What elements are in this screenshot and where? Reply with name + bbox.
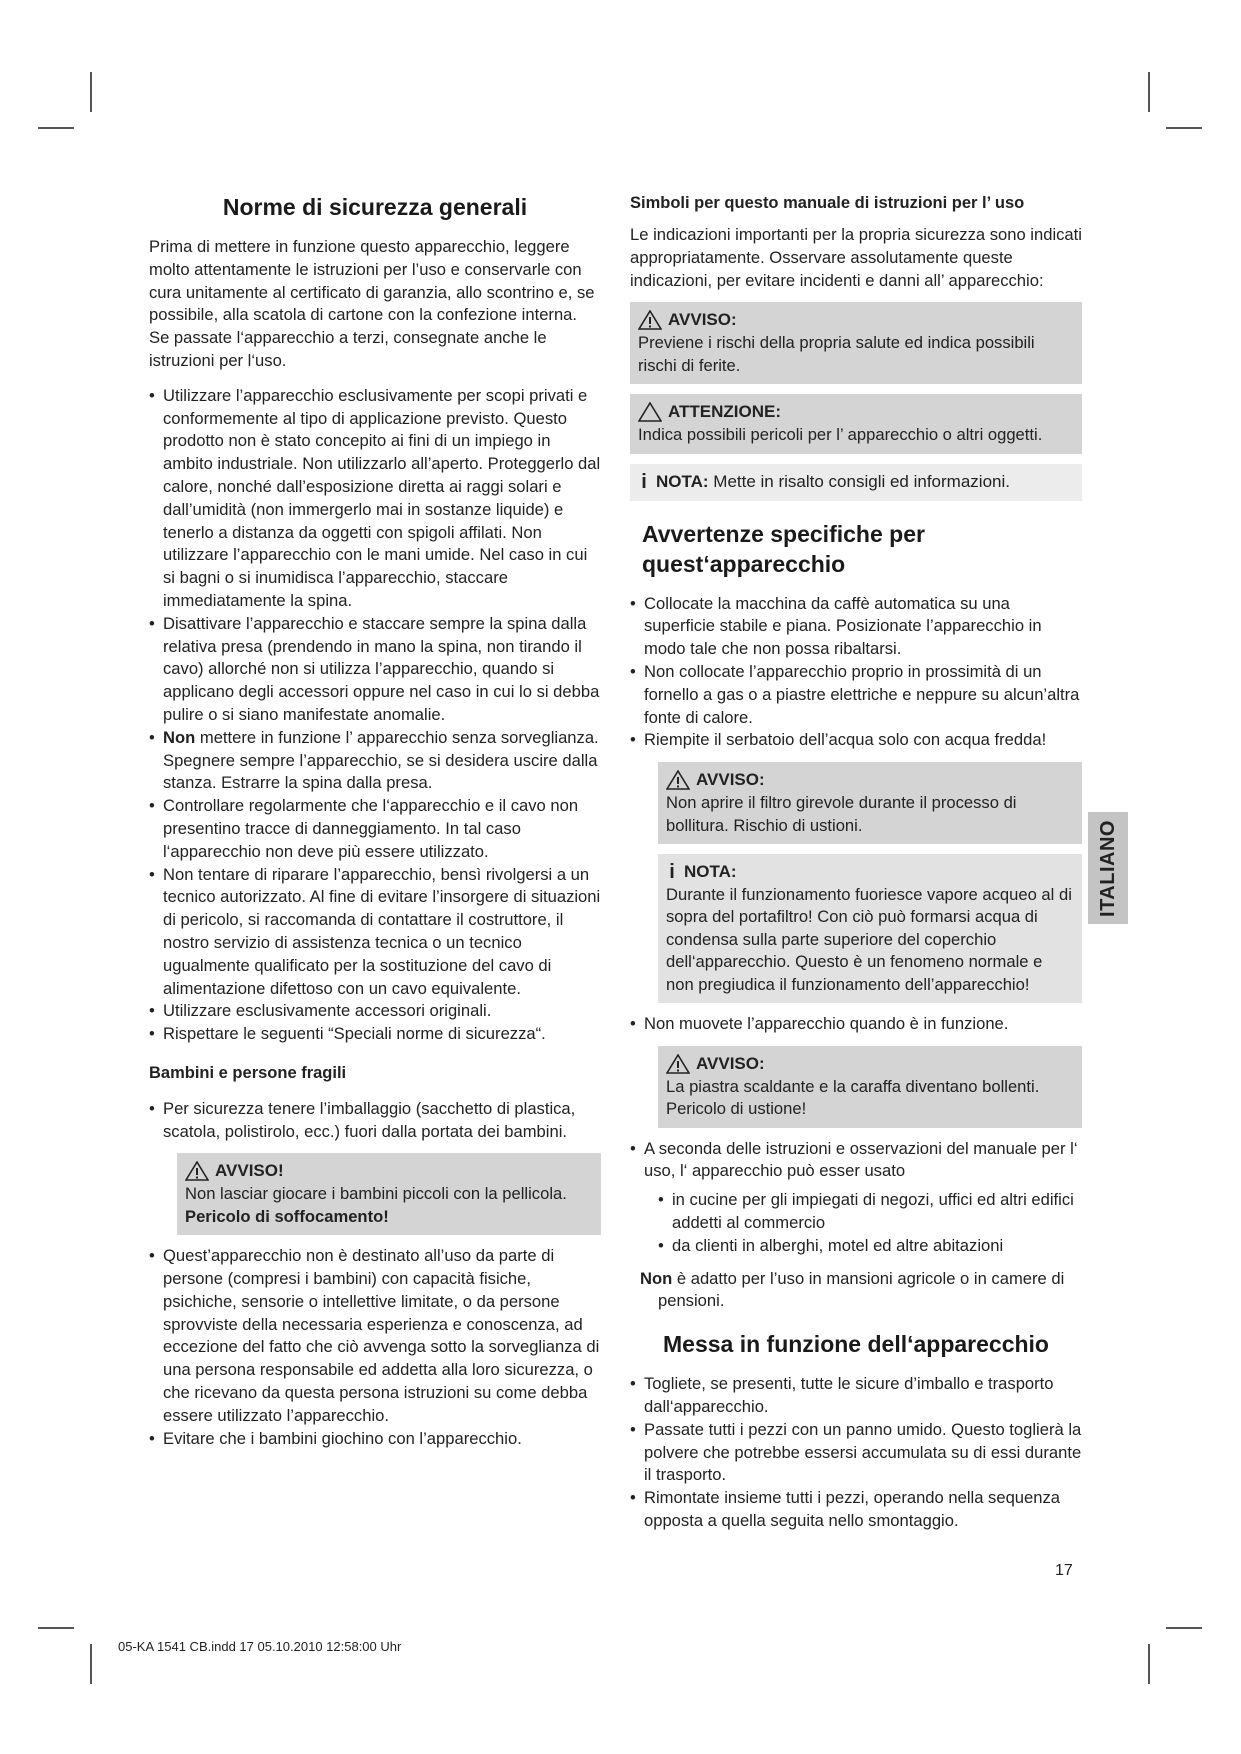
crop-mark <box>38 127 74 129</box>
crop-mark <box>90 1644 92 1684</box>
symbols-intro: Le indicazioni importanti per la propria sicurezza sono indicati appropriatamente. Osservare assolutamente queste indicazioni, per evitare incidenti e danni all’ apparecchio: <box>630 225 1082 290</box>
intro-paragraph: Prima di mettere in funzione questo apparecchio, leggere molto attentamente le istruzioni per l’uso e conservarle con cura unitamente al certificato di garanzia, allo scontrino e, se possibile, alla scatola di cartone con la confezione interna. Se passate l‘apparecchio a terzi, consegnate anche le istruzioni per l‘uso. <box>149 237 595 370</box>
section-title-startup: Messa in funzione dell‘apparecchio <box>663 1331 1049 1358</box>
warning-title: AVVISO! <box>215 1161 284 1181</box>
list-item: • Non mettere in funzione l’ apparecchio senza sorveglianza. Spegnere sempre l’apparecchio, se si desidera uscire dalla stanza. Estrarre la spina dalla presa. <box>149 727 601 795</box>
list-item: • Rimontate insieme tutti i pezzi, operando nella sequenza opposta a quella seguita nello smontaggio. <box>630 1487 1082 1533</box>
left-column <box>149 192 601 1450</box>
info-icon: i <box>669 861 675 883</box>
section-title-general-safety: Norme di sicurezza generali <box>222 194 528 220</box>
list-item: • Non tentare di riparare l’apparecchio, bensì rivolgersi a un tecnico autorizzato. Al fine di evitare l’insorgere di situazioni di pericolo, si raccomanda di contattare il costruttore, il nostro servizio di assistenza tecnica o un tecnico ugualmente qualificato per la sostituzione del cavo di alimentazione difettoso con un cavo equivalente. <box>149 864 601 1001</box>
warning-text: La piastra scaldante e la caraffa diventano bollenti. Pericolo di ustione! <box>666 1076 1040 1119</box>
list-item: • Passate tutti i pezzi con un panno umido. Questo toglierà la polvere che potrebbe essersi accumulata su di essi durante il trasporto. <box>630 1419 1082 1487</box>
children-bullet-list-2 <box>149 1245 601 1450</box>
list-item: • Utilizzare esclusivamente accessori originali. <box>149 1000 601 1023</box>
section-title-specific-warnings: Avvertenze specifiche per quest‘apparecchio <box>642 520 925 577</box>
nota-title: NOTA: <box>656 471 709 491</box>
specific-bullet-list-3 <box>630 1138 1082 1184</box>
warning-box-hot-plate <box>658 1046 1082 1128</box>
warning-triangle-icon <box>666 770 690 790</box>
print-footer: 05-KA 1541 CB.indd 17 05.10.2010 12:58:00 Uhr <box>118 1639 402 1654</box>
list-item: • Non collocate l’apparecchio proprio in prossimità di un fornello a gas o a piastre elettriche e neppure su alcun’altra fonte di calore. <box>630 661 1082 729</box>
list-item: • Quest’apparecchio non è destinato all’uso da parte di persone (compresi i bambini) con capacità fisiche, psichiche, sensorie o intellettive limitate, o da persone sprovviste della necessaria esperienza e conoscenza, ad eccezione del fatto che ciò avvenga sotto la sorveglianza di una persona responsabile ed addetta alla loro sicurezza, o che ricevano da questa persona istruzioni su come debba essere utilizzato l’apparecchio. <box>149 1245 601 1427</box>
list-item: • da clienti in alberghi, motel ed altre abitazioni <box>658 1235 1082 1258</box>
avviso-title: AVVISO: <box>668 310 737 330</box>
language-tab-label: ITALIANO <box>1096 819 1119 917</box>
crop-mark <box>1148 72 1150 112</box>
list-item: • Evitare che i bambini giochino con l’apparecchio. <box>149 1428 601 1451</box>
warning-text: Non lasciar giocare i bambini piccoli con la pellicola. <box>185 1184 567 1204</box>
warning-triangle-icon <box>638 310 662 330</box>
not-suitable-paragraph: Non è adatto per l’uso in mansioni agricole o in camere di pensioni. <box>640 1268 1065 1311</box>
avviso-text: Previene i rischi della propria salute ed indica possibili rischi di ferite. <box>638 333 1035 375</box>
safety-bullet-list <box>149 385 601 1046</box>
list-item: • Disattivare l’apparecchio e staccare sempre la spina dalla relativa presa (prendendo in mano la spina, non tirando il cavo) allorché non si utilizza l’apparecchio, quando si applicano degli accessori oppure nel caso in cui lo si debba pulire o si siano manifestate anomalie. <box>149 613 601 727</box>
warning-title: AVVISO: <box>696 770 765 790</box>
warning-box-burn <box>658 762 1082 844</box>
note-box-steam <box>658 854 1082 1003</box>
usage-sub-list <box>658 1189 1082 1257</box>
nota-text: Mette in risalto consigli ed informazioni. <box>708 471 1010 491</box>
language-tab <box>1088 812 1128 924</box>
children-heading: Bambini e persone fragili <box>149 1063 347 1082</box>
avviso-box <box>630 302 1082 384</box>
attenzione-title: ATTENZIONE: <box>668 402 782 422</box>
right-column <box>630 192 1082 1533</box>
warning-bold-text: Pericolo di soffocamento! <box>185 1206 389 1226</box>
list-item: • Utilizzare l’apparecchio esclusivamente per scopi privati e conformemente al tipo di applicazione previsto. Questo prodotto non è stato concepito ai fini di un impiego in ambito industriale. Non utilizzarlo all’aperto. Proteggerlo dal calore, nonché dall’esposizione diretta ai raggi solari e dall’umidità (non immergerlo mai in sostanze liquide) e tenerlo a distanza da oggetti con spigoli affilati. Non utilizzare l’apparecchio con le mani umide. Nel caso in cui si bagni o si inumidisca l’apparecchio, staccare immediatamente la spina. <box>149 385 601 613</box>
list-item: • in cucine per gli impiegati di negozi, uffici ed altri edifici addetti al commercio <box>658 1189 1082 1235</box>
page-number: 17 <box>1055 1562 1073 1579</box>
caution-triangle-icon <box>638 402 662 422</box>
crop-mark <box>90 72 92 112</box>
list-item: • Non muovete l’apparecchio quando è in funzione. <box>630 1013 1082 1036</box>
children-bullet-list <box>149 1098 601 1144</box>
list-item: • Per sicurezza tenere l’imballaggio (sacchetto di plastica, scatola, polistirolo, ecc.) fuori dalla portata dei bambini. <box>149 1098 601 1144</box>
note-title: NOTA: <box>684 862 737 881</box>
specific-bullet-list-2 <box>630 1013 1082 1036</box>
list-item: • Riempite il serbatoio dell’acqua solo con acqua fredda! <box>630 729 1082 752</box>
info-icon: i <box>641 470 647 493</box>
warning-triangle-icon <box>185 1161 209 1181</box>
warning-triangle-icon <box>666 1054 690 1074</box>
warning-box-suffocation <box>177 1153 601 1235</box>
list-item: • A seconda delle istruzioni e osservazioni del manuale per l‘ uso, l‘ apparecchio può esser usato <box>630 1138 1082 1184</box>
list-item: • Togliete, se presenti, tutte le sicure d’imballo e trasporto dall‘apparecchio. <box>630 1373 1082 1419</box>
symbols-heading: Simboli per questo manuale di istruzioni per l’ uso <box>630 194 1025 212</box>
crop-mark <box>1166 127 1202 129</box>
note-text: Durante il funzionamento fuoriesce vapore acqueo al di sopra del portafiltro! Con ciò può formarsi acqua di condensa sulla parte superiore del coperchio dell‘apparecchio. Questo è un fenomeno normale e non pregiudica il funzionamento dell’apparecchio! <box>666 885 1072 994</box>
attenzione-box <box>630 394 1082 453</box>
warning-title: AVVISO: <box>696 1053 765 1073</box>
nota-box <box>630 464 1082 501</box>
list-item: • Controllare regolarmente che l‘apparecchio e il cavo non presentino tracce di danneggiamento. In tal caso l‘apparecchio non deve più essere utilizzato. <box>149 795 601 863</box>
list-item: • Rispettare le seguenti “Speciali norme di sicurezza“. <box>149 1023 601 1046</box>
startup-bullet-list <box>630 1373 1082 1533</box>
crop-mark <box>1148 1644 1150 1684</box>
list-item: • Collocate la macchina da caffè automatica su una superficie stabile e piana. Posizionate l’apparecchio in modo tale che non possa ribaltarsi. <box>630 593 1082 661</box>
warning-text: Non aprire il filtro girevole durante il processo di bollitura. Rischio di ustioni. <box>666 793 1017 835</box>
specific-bullet-list <box>630 593 1082 753</box>
crop-mark <box>38 1627 74 1629</box>
crop-mark <box>1166 1627 1202 1629</box>
attenzione-text: Indica possibili pericoli per l’ apparecchio o altri oggetti. <box>638 425 1043 445</box>
